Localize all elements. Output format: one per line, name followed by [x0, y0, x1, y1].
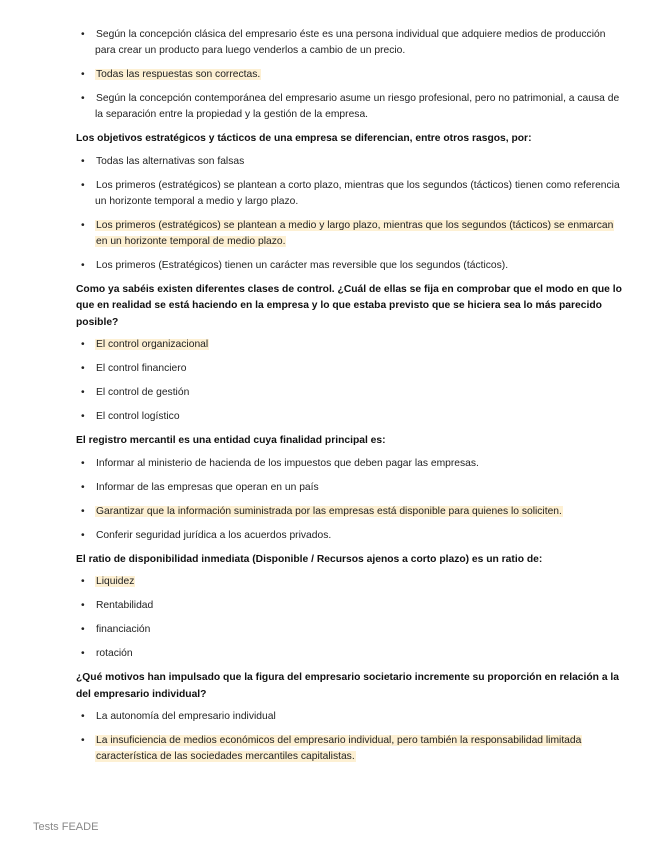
answer-text: Garantizar que la información suministrada por las empresas está disponible para quienes lo soliciten.: [96, 505, 562, 517]
answer-option: [76, 598, 626, 614]
answer-list: [76, 154, 626, 274]
answer-option-correct: [76, 574, 626, 590]
answer-text: Los primeros (Estratégicos) tienen un carácter mas reversible que los segundos (tácticos).: [96, 259, 509, 271]
question-block: [76, 670, 626, 765]
answer-option: [76, 456, 626, 472]
answer-list: [76, 709, 626, 765]
answer-option: [76, 154, 626, 170]
answer-option: [76, 258, 626, 274]
answer-option: [76, 646, 626, 662]
answer-option-correct: [76, 733, 626, 765]
question-block: [76, 282, 626, 426]
answer-option: [76, 27, 626, 59]
answer-text: La insuficiencia de medios económicos del empresario individual, pero también la responsabilidad limitada característica de las sociedades mercantiles capitalistas.: [96, 735, 582, 762]
answer-list: [76, 337, 626, 425]
answer-text: Liquidez: [96, 576, 135, 587]
answer-list: [76, 574, 626, 662]
answer-text: El control logístico: [96, 411, 180, 422]
answer-list: [76, 456, 626, 544]
answer-option-correct: [76, 337, 626, 353]
answer-text: Informar de las empresas que operan en un país: [96, 481, 319, 493]
answer-text: Informar al ministerio de hacienda de los impuestos que deben pagar las empresas.: [96, 457, 479, 469]
answer-text: Los primeros (estratégicos) se plantean a medio y largo plazo, mientras que los segundos (tácticos) se enmarcan en un horizonte temporal de medio plazo.: [96, 219, 614, 247]
question-block: [76, 131, 626, 274]
question-text: Como ya sabéis existen diferentes clases de control. ¿Cuál de ellas se fija en comprobar que el modo en que lo que en realidad se está haciendo en la empresa y lo que estaba previsto que se hiciera sea lo más parecido posible?: [76, 283, 622, 328]
answer-option-correct: [76, 504, 626, 520]
answer-text: Los primeros (estratégicos) se plantean a corto plazo, mientras que los segundos (tácticos) tienen como referencia un horizonte temporal a medio y largo plazo.: [95, 179, 620, 207]
question-text: Los objetivos estratégicos y tácticos de una empresa se diferencian, entre otros rasgos, por:: [76, 133, 532, 144]
answer-text: El control de gestión: [96, 387, 190, 398]
answer-option: [76, 91, 626, 123]
quiz-content: [76, 27, 626, 773]
answer-option: [76, 709, 626, 725]
answer-list: [76, 27, 626, 123]
answer-text: Todas las respuestas son correctas.: [96, 69, 261, 80]
answer-option: [76, 480, 626, 496]
answer-text: Conferir seguridad jurídica a los acuerdos privados.: [96, 529, 332, 541]
question-text: El registro mercantil es una entidad cuya finalidad principal es:: [76, 435, 386, 446]
question-block: [76, 433, 626, 544]
answer-option: [76, 385, 626, 401]
answer-text: El control organizacional: [96, 339, 209, 350]
answer-text: Todas las alternativas son falsas: [96, 155, 245, 167]
question-text: ¿Qué motivos han impulsado que la figura del empresario societario incremente su proporción en relación a la del empresario individual?: [76, 672, 620, 700]
answer-option: [76, 528, 626, 544]
answer-option-correct: [76, 218, 626, 250]
answer-option: [76, 409, 626, 425]
answer-text: rotación: [96, 648, 133, 659]
answer-text: Según la concepción contemporánea del empresario asume un riesgo profesional, pero no patrimonial, a causa de la separación entre la propiedad y la gestión de la empresa.: [95, 93, 620, 120]
answer-text: Según la concepción clásica del empresario éste es una persona individual que adquiere medios de producción para crear un producto para luego venderlos a cambio de un precio.: [95, 29, 606, 56]
answer-option-correct: [76, 67, 626, 83]
answer-text: financiación: [96, 624, 151, 635]
answer-text: La autonomía del empresario individual: [96, 711, 276, 722]
question-block: [76, 27, 626, 123]
page-footer: Tests FEADE: [33, 821, 99, 833]
answer-option: [76, 178, 626, 210]
answer-text: Rentabilidad: [96, 600, 154, 611]
answer-option: [76, 361, 626, 377]
answer-text: El control financiero: [96, 363, 187, 374]
question-block: [76, 552, 626, 663]
question-text: El ratio de disponibilidad inmediata (Disponible / Recursos ajenos a corto plazo) es un ratio de:: [76, 553, 543, 565]
answer-option: [76, 622, 626, 638]
